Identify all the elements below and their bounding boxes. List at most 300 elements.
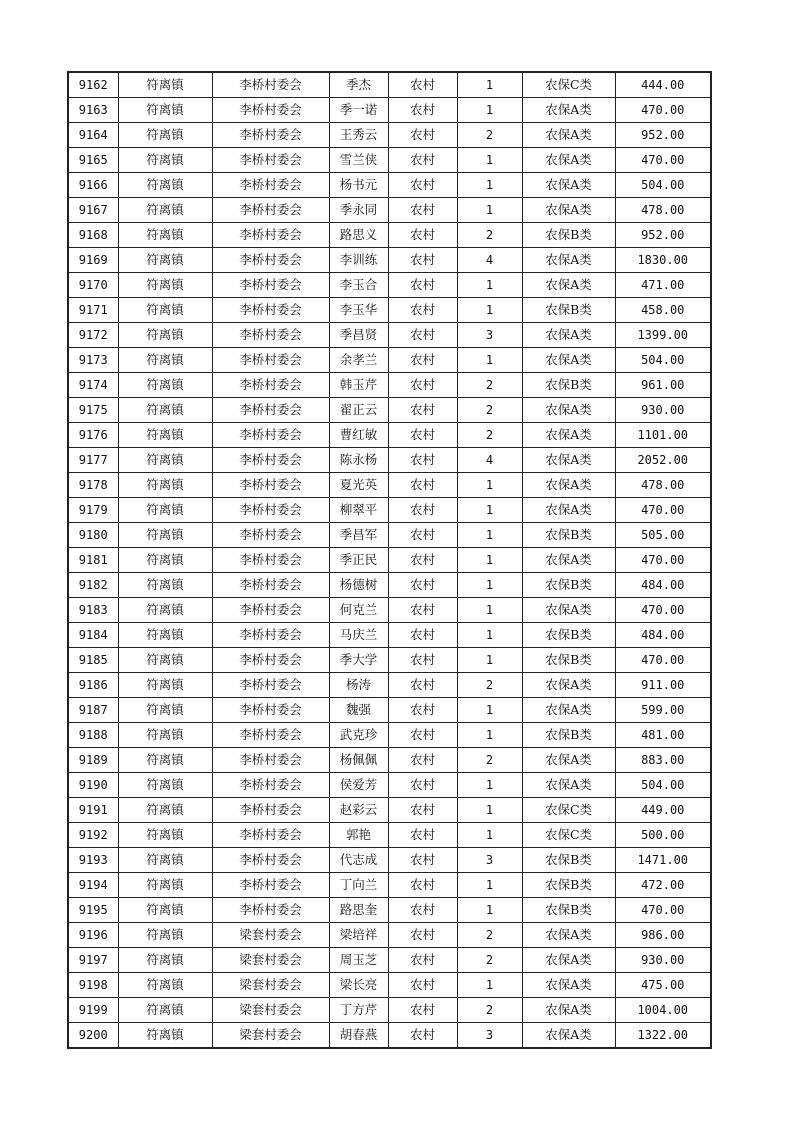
person-name-cell: 余孝兰 xyxy=(329,348,388,373)
amount-cell: 504.00 xyxy=(615,348,711,373)
insurance-class-cell: 农保A类 xyxy=(522,248,615,273)
table-row xyxy=(68,373,711,398)
amount-cell: 952.00 xyxy=(615,223,711,248)
village-committee-cell: 李桥村委会 xyxy=(212,623,329,648)
village-committee-cell: 李桥村委会 xyxy=(212,498,329,523)
table-row xyxy=(68,948,711,973)
table-row xyxy=(68,448,711,473)
town-cell: 符离镇 xyxy=(118,523,212,548)
town-cell: 符离镇 xyxy=(118,848,212,873)
town-cell: 符离镇 xyxy=(118,648,212,673)
village-committee-cell: 李桥村委会 xyxy=(212,698,329,723)
amount-cell: 471.00 xyxy=(615,273,711,298)
serial-number-cell: 9186 xyxy=(68,673,118,698)
village-committee-cell: 梁套村委会 xyxy=(212,923,329,948)
village-committee-cell: 李桥村委会 xyxy=(212,523,329,548)
town-cell: 符离镇 xyxy=(118,823,212,848)
amount-cell: 1471.00 xyxy=(615,848,711,873)
insurance-class-cell: 农保A类 xyxy=(522,448,615,473)
person-name-cell: 丁向兰 xyxy=(329,873,388,898)
person-name-cell: 杨佩佩 xyxy=(329,748,388,773)
household-type-cell: 农村 xyxy=(388,323,457,348)
serial-number-cell: 9167 xyxy=(68,198,118,223)
village-committee-cell: 李桥村委会 xyxy=(212,348,329,373)
insurance-class-cell: 农保B类 xyxy=(522,648,615,673)
town-cell: 符离镇 xyxy=(118,673,212,698)
table-row xyxy=(68,873,711,898)
table-row xyxy=(68,223,711,248)
table-row xyxy=(68,623,711,648)
household-type-cell: 农村 xyxy=(388,373,457,398)
family-size-cell: 1 xyxy=(457,598,522,623)
person-name-cell: 赵彩云 xyxy=(329,798,388,823)
person-name-cell: 季昌贤 xyxy=(329,323,388,348)
amount-cell: 1004.00 xyxy=(615,998,711,1023)
family-size-cell: 1 xyxy=(457,973,522,998)
town-cell: 符离镇 xyxy=(118,773,212,798)
household-type-cell: 农村 xyxy=(388,98,457,123)
household-type-cell: 农村 xyxy=(388,273,457,298)
village-committee-cell: 李桥村委会 xyxy=(212,223,329,248)
village-committee-cell: 李桥村委会 xyxy=(212,273,329,298)
family-size-cell: 2 xyxy=(457,423,522,448)
table-row xyxy=(68,123,711,148)
village-committee-cell: 李桥村委会 xyxy=(212,873,329,898)
person-name-cell: 武克珍 xyxy=(329,723,388,748)
village-committee-cell: 梁套村委会 xyxy=(212,998,329,1023)
household-type-cell: 农村 xyxy=(388,698,457,723)
village-committee-cell: 李桥村委会 xyxy=(212,723,329,748)
person-name-cell: 李玉华 xyxy=(329,298,388,323)
town-cell: 符离镇 xyxy=(118,698,212,723)
serial-number-cell: 9194 xyxy=(68,873,118,898)
insurance-class-cell: 农保A类 xyxy=(522,423,615,448)
household-type-cell: 农村 xyxy=(388,398,457,423)
amount-cell: 470.00 xyxy=(615,148,711,173)
family-size-cell: 1 xyxy=(457,548,522,573)
amount-cell: 472.00 xyxy=(615,873,711,898)
insurance-class-cell: 农保A类 xyxy=(522,998,615,1023)
amount-cell: 2052.00 xyxy=(615,448,711,473)
person-name-cell: 代志成 xyxy=(329,848,388,873)
family-size-cell: 1 xyxy=(457,723,522,748)
family-size-cell: 1 xyxy=(457,148,522,173)
village-committee-cell: 李桥村委会 xyxy=(212,548,329,573)
household-type-cell: 农村 xyxy=(388,298,457,323)
household-type-cell: 农村 xyxy=(388,473,457,498)
town-cell: 符离镇 xyxy=(118,348,212,373)
serial-number-cell: 9170 xyxy=(68,273,118,298)
household-type-cell: 农村 xyxy=(388,498,457,523)
table-row xyxy=(68,848,711,873)
person-name-cell: 胡春燕 xyxy=(329,1023,388,1049)
amount-cell: 449.00 xyxy=(615,798,711,823)
insurance-class-cell: 农保A类 xyxy=(522,673,615,698)
insurance-class-cell: 农保A类 xyxy=(522,598,615,623)
household-type-cell: 农村 xyxy=(388,898,457,923)
table-row xyxy=(68,298,711,323)
insurance-class-cell: 农保B类 xyxy=(522,573,615,598)
person-name-cell: 侯爱芳 xyxy=(329,773,388,798)
household-type-cell: 农村 xyxy=(388,773,457,798)
person-name-cell: 季一诺 xyxy=(329,98,388,123)
serial-number-cell: 9193 xyxy=(68,848,118,873)
person-name-cell: 杨书元 xyxy=(329,173,388,198)
person-name-cell: 路思奎 xyxy=(329,898,388,923)
town-cell: 符离镇 xyxy=(118,898,212,923)
serial-number-cell: 9191 xyxy=(68,798,118,823)
village-committee-cell: 李桥村委会 xyxy=(212,373,329,398)
table-row xyxy=(68,998,711,1023)
household-type-cell: 农村 xyxy=(388,223,457,248)
town-cell: 符离镇 xyxy=(118,148,212,173)
person-name-cell: 梁长亮 xyxy=(329,973,388,998)
insurance-class-cell: 农保A类 xyxy=(522,148,615,173)
person-name-cell: 马庆兰 xyxy=(329,623,388,648)
village-committee-cell: 李桥村委会 xyxy=(212,898,329,923)
household-type-cell: 农村 xyxy=(388,848,457,873)
town-cell: 符离镇 xyxy=(118,473,212,498)
town-cell: 符离镇 xyxy=(118,748,212,773)
town-cell: 符离镇 xyxy=(118,173,212,198)
serial-number-cell: 9175 xyxy=(68,398,118,423)
village-committee-cell: 李桥村委会 xyxy=(212,173,329,198)
serial-number-cell: 9179 xyxy=(68,498,118,523)
person-name-cell: 曹红敏 xyxy=(329,423,388,448)
amount-cell: 470.00 xyxy=(615,648,711,673)
amount-cell: 444.00 xyxy=(615,72,711,98)
town-cell: 符离镇 xyxy=(118,72,212,98)
person-name-cell: 季永同 xyxy=(329,198,388,223)
table-row xyxy=(68,673,711,698)
amount-cell: 478.00 xyxy=(615,198,711,223)
person-name-cell: 翟正云 xyxy=(329,398,388,423)
household-type-cell: 农村 xyxy=(388,798,457,823)
serial-number-cell: 9183 xyxy=(68,598,118,623)
household-type-cell: 农村 xyxy=(388,548,457,573)
serial-number-cell: 9180 xyxy=(68,523,118,548)
table-row xyxy=(68,923,711,948)
insurance-class-cell: 农保A类 xyxy=(522,498,615,523)
amount-cell: 1101.00 xyxy=(615,423,711,448)
family-size-cell: 1 xyxy=(457,773,522,798)
serial-number-cell: 9169 xyxy=(68,248,118,273)
village-committee-cell: 李桥村委会 xyxy=(212,248,329,273)
table-row xyxy=(68,173,711,198)
table-row xyxy=(68,473,711,498)
table-row xyxy=(68,273,711,298)
insurance-class-cell: 农保B类 xyxy=(522,298,615,323)
table-row xyxy=(68,773,711,798)
table-row xyxy=(68,498,711,523)
town-cell: 符离镇 xyxy=(118,373,212,398)
amount-cell: 930.00 xyxy=(615,398,711,423)
town-cell: 符离镇 xyxy=(118,798,212,823)
insurance-class-cell: 农保A类 xyxy=(522,323,615,348)
insurance-class-cell: 农保B类 xyxy=(522,623,615,648)
serial-number-cell: 9176 xyxy=(68,423,118,448)
serial-number-cell: 9171 xyxy=(68,298,118,323)
household-type-cell: 农村 xyxy=(388,148,457,173)
person-name-cell: 周玉芝 xyxy=(329,948,388,973)
family-size-cell: 1 xyxy=(457,98,522,123)
table-row xyxy=(68,398,711,423)
table-row xyxy=(68,1023,711,1049)
person-name-cell: 陈永杨 xyxy=(329,448,388,473)
amount-cell: 478.00 xyxy=(615,473,711,498)
table-row xyxy=(68,98,711,123)
serial-number-cell: 9166 xyxy=(68,173,118,198)
table-row xyxy=(68,898,711,923)
table-row xyxy=(68,723,711,748)
serial-number-cell: 9163 xyxy=(68,98,118,123)
insurance-class-cell: 农保A类 xyxy=(522,748,615,773)
person-name-cell: 魏强 xyxy=(329,698,388,723)
serial-number-cell: 9174 xyxy=(68,373,118,398)
household-type-cell: 农村 xyxy=(388,173,457,198)
table-row xyxy=(68,548,711,573)
insurance-class-cell: 农保A类 xyxy=(522,98,615,123)
village-committee-cell: 李桥村委会 xyxy=(212,323,329,348)
person-name-cell: 柳翠平 xyxy=(329,498,388,523)
family-size-cell: 1 xyxy=(457,348,522,373)
serial-number-cell: 9187 xyxy=(68,698,118,723)
town-cell: 符离镇 xyxy=(118,723,212,748)
family-size-cell: 1 xyxy=(457,873,522,898)
insurance-class-cell: 农保A类 xyxy=(522,198,615,223)
insurance-class-cell: 农保A类 xyxy=(522,548,615,573)
table-row xyxy=(68,798,711,823)
insurance-class-cell: 农保A类 xyxy=(522,1023,615,1049)
household-type-cell: 农村 xyxy=(388,348,457,373)
amount-cell: 500.00 xyxy=(615,823,711,848)
serial-number-cell: 9192 xyxy=(68,823,118,848)
insurance-class-cell: 农保B类 xyxy=(522,373,615,398)
town-cell: 符离镇 xyxy=(118,198,212,223)
family-size-cell: 1 xyxy=(457,898,522,923)
family-size-cell: 1 xyxy=(457,573,522,598)
serial-number-cell: 9164 xyxy=(68,123,118,148)
town-cell: 符离镇 xyxy=(118,398,212,423)
table-row xyxy=(68,598,711,623)
town-cell: 符离镇 xyxy=(118,223,212,248)
serial-number-cell: 9198 xyxy=(68,973,118,998)
amount-cell: 470.00 xyxy=(615,598,711,623)
amount-cell: 505.00 xyxy=(615,523,711,548)
family-size-cell: 2 xyxy=(457,948,522,973)
table-row xyxy=(68,198,711,223)
town-cell: 符离镇 xyxy=(118,548,212,573)
household-type-cell: 农村 xyxy=(388,823,457,848)
amount-cell: 458.00 xyxy=(615,298,711,323)
relief-roster-table xyxy=(67,71,712,1049)
household-type-cell: 农村 xyxy=(388,72,457,98)
household-type-cell: 农村 xyxy=(388,998,457,1023)
village-committee-cell: 李桥村委会 xyxy=(212,598,329,623)
serial-number-cell: 9195 xyxy=(68,898,118,923)
household-type-cell: 农村 xyxy=(388,248,457,273)
table-row xyxy=(68,823,711,848)
town-cell: 符离镇 xyxy=(118,123,212,148)
household-type-cell: 农村 xyxy=(388,123,457,148)
insurance-class-cell: 农保B类 xyxy=(522,873,615,898)
amount-cell: 504.00 xyxy=(615,773,711,798)
town-cell: 符离镇 xyxy=(118,973,212,998)
family-size-cell: 3 xyxy=(457,323,522,348)
insurance-class-cell: 农保C类 xyxy=(522,798,615,823)
village-committee-cell: 李桥村委会 xyxy=(212,573,329,598)
person-name-cell: 李训练 xyxy=(329,248,388,273)
family-size-cell: 2 xyxy=(457,748,522,773)
family-size-cell: 1 xyxy=(457,198,522,223)
household-type-cell: 农村 xyxy=(388,748,457,773)
serial-number-cell: 9178 xyxy=(68,473,118,498)
insurance-class-cell: 农保A类 xyxy=(522,348,615,373)
household-type-cell: 农村 xyxy=(388,448,457,473)
town-cell: 符离镇 xyxy=(118,448,212,473)
table-row xyxy=(68,973,711,998)
family-size-cell: 1 xyxy=(457,823,522,848)
amount-cell: 481.00 xyxy=(615,723,711,748)
village-committee-cell: 李桥村委会 xyxy=(212,148,329,173)
amount-cell: 484.00 xyxy=(615,573,711,598)
serial-number-cell: 9200 xyxy=(68,1023,118,1049)
family-size-cell: 3 xyxy=(457,848,522,873)
person-name-cell: 丁方芹 xyxy=(329,998,388,1023)
family-size-cell: 3 xyxy=(457,1023,522,1049)
town-cell: 符离镇 xyxy=(118,323,212,348)
village-committee-cell: 李桥村委会 xyxy=(212,72,329,98)
family-size-cell: 1 xyxy=(457,273,522,298)
village-committee-cell: 梁套村委会 xyxy=(212,973,329,998)
town-cell: 符离镇 xyxy=(118,248,212,273)
insurance-class-cell: 农保A类 xyxy=(522,473,615,498)
town-cell: 符离镇 xyxy=(118,1023,212,1049)
amount-cell: 484.00 xyxy=(615,623,711,648)
family-size-cell: 1 xyxy=(457,298,522,323)
person-name-cell: 梁培祥 xyxy=(329,923,388,948)
person-name-cell: 路思义 xyxy=(329,223,388,248)
table-row xyxy=(68,748,711,773)
town-cell: 符离镇 xyxy=(118,98,212,123)
insurance-class-cell: 农保A类 xyxy=(522,123,615,148)
serial-number-cell: 9181 xyxy=(68,548,118,573)
amount-cell: 952.00 xyxy=(615,123,711,148)
amount-cell: 470.00 xyxy=(615,98,711,123)
serial-number-cell: 9188 xyxy=(68,723,118,748)
amount-cell: 961.00 xyxy=(615,373,711,398)
amount-cell: 470.00 xyxy=(615,898,711,923)
village-committee-cell: 李桥村委会 xyxy=(212,673,329,698)
person-name-cell: 季杰 xyxy=(329,72,388,98)
family-size-cell: 1 xyxy=(457,798,522,823)
town-cell: 符离镇 xyxy=(118,423,212,448)
serial-number-cell: 9168 xyxy=(68,223,118,248)
family-size-cell: 2 xyxy=(457,998,522,1023)
household-type-cell: 农村 xyxy=(388,623,457,648)
serial-number-cell: 9190 xyxy=(68,773,118,798)
amount-cell: 1830.00 xyxy=(615,248,711,273)
amount-cell: 986.00 xyxy=(615,923,711,948)
insurance-class-cell: 农保A类 xyxy=(522,948,615,973)
town-cell: 符离镇 xyxy=(118,298,212,323)
amount-cell: 911.00 xyxy=(615,673,711,698)
household-type-cell: 农村 xyxy=(388,673,457,698)
person-name-cell: 夏光英 xyxy=(329,473,388,498)
person-name-cell: 郭艳 xyxy=(329,823,388,848)
village-committee-cell: 梁套村委会 xyxy=(212,1023,329,1049)
amount-cell: 930.00 xyxy=(615,948,711,973)
household-type-cell: 农村 xyxy=(388,198,457,223)
insurance-class-cell: 农保A类 xyxy=(522,273,615,298)
table-row xyxy=(68,148,711,173)
table-row xyxy=(68,648,711,673)
amount-cell: 470.00 xyxy=(615,498,711,523)
village-committee-cell: 李桥村委会 xyxy=(212,848,329,873)
family-size-cell: 1 xyxy=(457,72,522,98)
table-row xyxy=(68,323,711,348)
household-type-cell: 农村 xyxy=(388,923,457,948)
family-size-cell: 1 xyxy=(457,698,522,723)
person-name-cell: 韩玉芹 xyxy=(329,373,388,398)
village-committee-cell: 李桥村委会 xyxy=(212,773,329,798)
amount-cell: 475.00 xyxy=(615,973,711,998)
family-size-cell: 2 xyxy=(457,123,522,148)
amount-cell: 599.00 xyxy=(615,698,711,723)
family-size-cell: 1 xyxy=(457,523,522,548)
serial-number-cell: 9177 xyxy=(68,448,118,473)
town-cell: 符离镇 xyxy=(118,923,212,948)
family-size-cell: 1 xyxy=(457,473,522,498)
amount-cell: 470.00 xyxy=(615,548,711,573)
insurance-class-cell: 农保A类 xyxy=(522,398,615,423)
amount-cell: 1399.00 xyxy=(615,323,711,348)
town-cell: 符离镇 xyxy=(118,873,212,898)
household-type-cell: 农村 xyxy=(388,598,457,623)
town-cell: 符离镇 xyxy=(118,573,212,598)
serial-number-cell: 9162 xyxy=(68,72,118,98)
insurance-class-cell: 农保B类 xyxy=(522,723,615,748)
family-size-cell: 4 xyxy=(457,448,522,473)
household-type-cell: 农村 xyxy=(388,973,457,998)
household-type-cell: 农村 xyxy=(388,648,457,673)
insurance-class-cell: 农保A类 xyxy=(522,923,615,948)
family-size-cell: 1 xyxy=(457,623,522,648)
serial-number-cell: 9189 xyxy=(68,748,118,773)
person-name-cell: 李玉合 xyxy=(329,273,388,298)
serial-number-cell: 9184 xyxy=(68,623,118,648)
town-cell: 符离镇 xyxy=(118,498,212,523)
insurance-class-cell: 农保A类 xyxy=(522,773,615,798)
village-committee-cell: 李桥村委会 xyxy=(212,823,329,848)
family-size-cell: 2 xyxy=(457,673,522,698)
serial-number-cell: 9172 xyxy=(68,323,118,348)
person-name-cell: 雪兰侠 xyxy=(329,148,388,173)
serial-number-cell: 9197 xyxy=(68,948,118,973)
village-committee-cell: 李桥村委会 xyxy=(212,648,329,673)
insurance-class-cell: 农保B类 xyxy=(522,898,615,923)
village-committee-cell: 李桥村委会 xyxy=(212,448,329,473)
family-size-cell: 2 xyxy=(457,398,522,423)
town-cell: 符离镇 xyxy=(118,598,212,623)
amount-cell: 1322.00 xyxy=(615,1023,711,1049)
village-committee-cell: 李桥村委会 xyxy=(212,198,329,223)
town-cell: 符离镇 xyxy=(118,948,212,973)
person-name-cell: 何克兰 xyxy=(329,598,388,623)
serial-number-cell: 9185 xyxy=(68,648,118,673)
household-type-cell: 农村 xyxy=(388,1023,457,1049)
household-type-cell: 农村 xyxy=(388,423,457,448)
